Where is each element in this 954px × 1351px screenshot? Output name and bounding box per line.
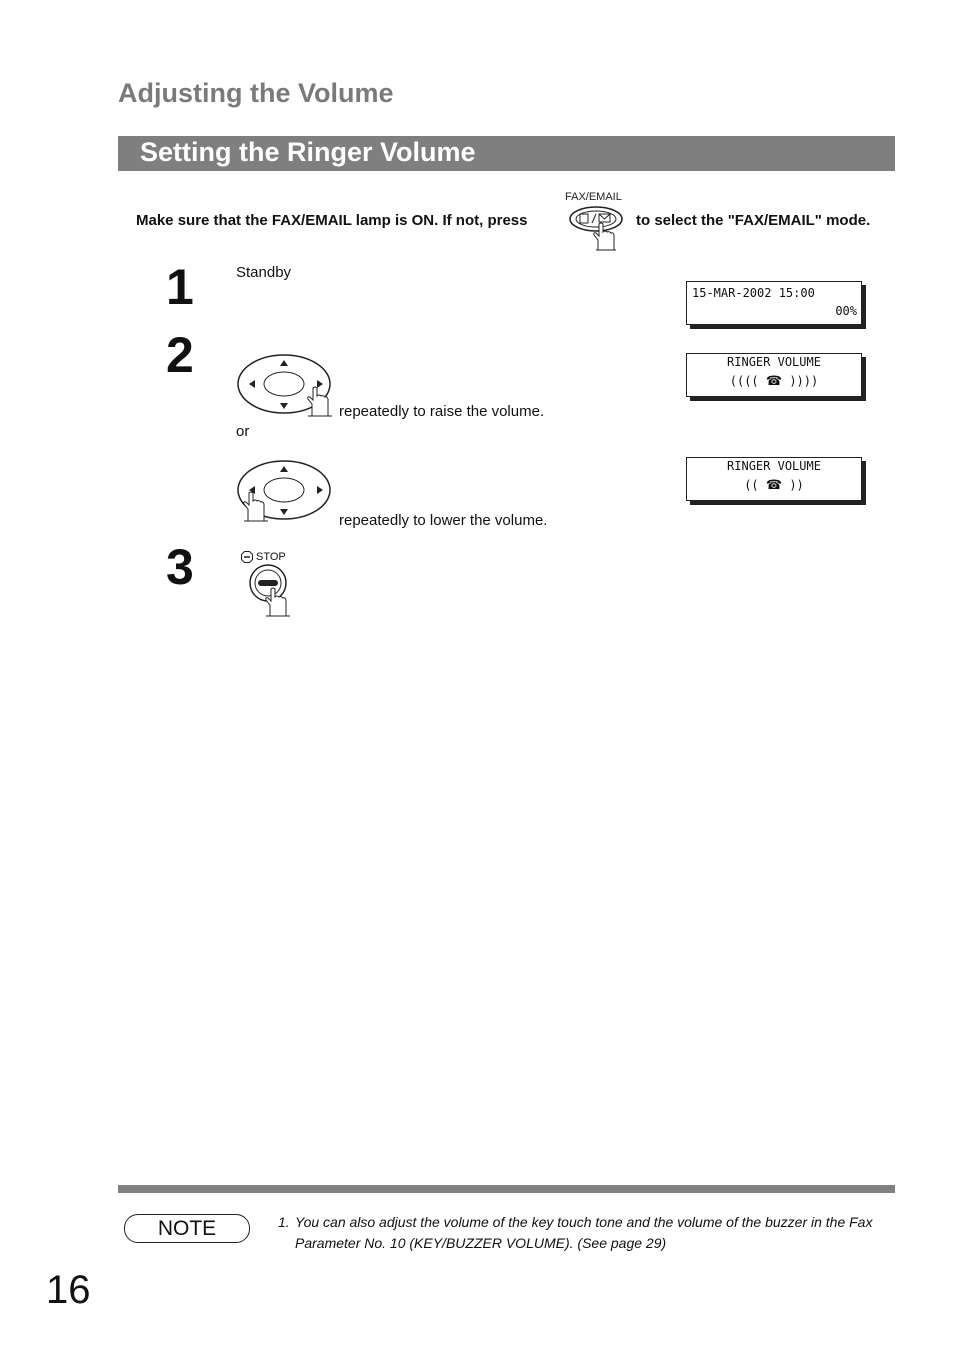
volume-right-parens: )): [789, 478, 804, 492]
lcd-line-1: 15-MAR-2002 15:00: [692, 286, 815, 300]
section-title: Adjusting the Volume: [118, 78, 394, 108]
lcd-line-1: RINGER VOLUME: [727, 459, 821, 473]
lcd-display-ringer-low: [686, 457, 862, 501]
subsection-title: Setting the Ringer Volume: [140, 137, 476, 167]
footer-rule: [118, 1185, 895, 1193]
page-number: 16: [46, 1268, 91, 1312]
step-2-lower-text: repeatedly to lower the volume.: [339, 512, 548, 529]
volume-left-parens: ((((: [729, 374, 759, 388]
note-item-1: [278, 1212, 898, 1254]
step-number-3: 3: [166, 539, 194, 595]
note-item-number: 1.: [278, 1214, 290, 1230]
fax-email-key-icon[interactable]: [566, 204, 626, 252]
stop-key-label: STOP: [256, 551, 286, 563]
step-2-or-text: or: [236, 423, 250, 440]
lcd-display-standby: [686, 281, 862, 325]
step-1-text: Standby: [236, 264, 292, 281]
volume-right-parens: )))): [789, 374, 819, 388]
volume-left-parens: ((: [744, 478, 759, 492]
note-label: NOTE: [124, 1214, 250, 1243]
stop-key-icon[interactable]: [244, 563, 296, 617]
stop-octagon-icon: [241, 551, 253, 563]
lcd-display-ringer-high: [686, 353, 862, 397]
intro-text-before: Make sure that the FAX/EMAIL lamp is ON. If not, press: [136, 212, 528, 229]
lcd-line-2: [687, 373, 861, 390]
note-item-text: You can also adjust the volume of the key touch tone and the volume of the buzzer in the Fax Parameter No. 10 (KEY/BUZZER VOLUME). (See page 29): [295, 1214, 873, 1251]
lcd-line-2: 00%: [835, 304, 857, 318]
subsection-title-bar: [118, 136, 895, 171]
step-number-1: 1: [166, 259, 194, 315]
lcd-line-2: [687, 477, 861, 494]
navigation-key-right-icon[interactable]: [236, 354, 336, 418]
step-2-raise-text: repeatedly to raise the volume.: [339, 403, 545, 420]
intro-text-after: to select the "FAX/EMAIL" mode.: [636, 212, 871, 229]
fax-email-key-label: FAX/EMAIL: [565, 191, 622, 203]
step-number-2: 2: [166, 327, 194, 383]
lcd-line-1: RINGER VOLUME: [727, 355, 821, 369]
navigation-key-left-icon[interactable]: [236, 459, 336, 523]
telephone-icon: ☎: [765, 374, 783, 389]
telephone-icon: ☎: [765, 478, 783, 493]
